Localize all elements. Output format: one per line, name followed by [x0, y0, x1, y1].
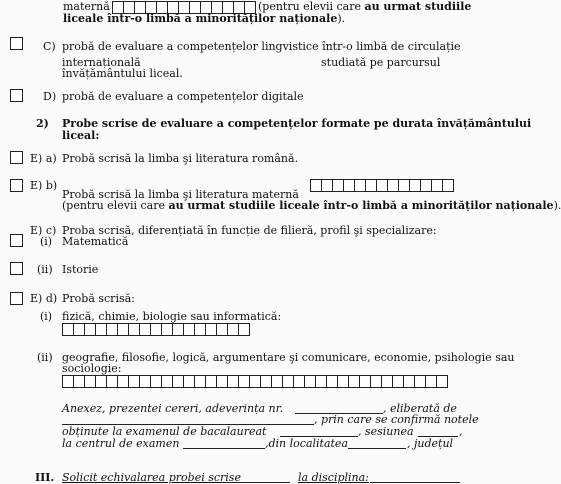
exam-type-field[interactable] — [220, 482, 290, 483]
locality-field[interactable] — [348, 448, 406, 449]
section-2-title-line2: liceal: — [62, 129, 100, 142]
ec-sub-i-text: Matematică — [62, 235, 129, 248]
top-note-line2: liceale într-o limbă a minorităților naționale). — [63, 12, 346, 25]
ec-label: E) c) — [30, 224, 57, 237]
eb-text: Probă scrisă la limba şi literatura maternă — [62, 188, 299, 201]
section-iii-text-a: Solicit echivalarea probei scrise — [62, 471, 241, 484]
ec-sub-i-label: (i) — [40, 235, 53, 248]
ec-sub-ii-label: (ii) — [37, 263, 53, 276]
checkbox-c[interactable] — [10, 37, 23, 50]
checkbox-ec-i[interactable] — [10, 234, 23, 247]
top-materna-label: maternă — [63, 0, 110, 13]
anexez-line4b: ,din localitatea — [265, 437, 348, 450]
anexez-line1a: Anexez, prezentei cereri, adeverința nr. — [62, 402, 284, 415]
checkbox-d[interactable] — [10, 89, 23, 102]
d-label: D) — [43, 90, 57, 103]
ed-sub-ii-line2: sociologie: — [62, 362, 122, 375]
d-text: probă de evaluare a competențelor digitale — [62, 90, 304, 103]
ed-sub-i-grid[interactable] — [62, 323, 250, 336]
ea-label: E) a) — [30, 152, 57, 165]
anexez-line1b: , eliberată de — [383, 402, 457, 415]
c-text-line3: învățământului liceal. — [62, 67, 183, 80]
ed-sub-ii-line1: geografie, filosofie, logică, argumentare şi comunicare, economie, psihologie sau — [62, 351, 515, 364]
section-iii-text-b: la disciplina: — [298, 471, 369, 484]
anexez-line3b: , sesiunea — [358, 425, 414, 438]
ed-sub-i-label: (i) — [40, 310, 53, 323]
anexez-line3c: , — [459, 425, 463, 438]
checkbox-ec-ii[interactable] — [10, 262, 23, 275]
anexez-line4c: , județul — [407, 437, 454, 450]
c-text-line2b: studiată pe parcursul — [321, 56, 441, 69]
exam-center-field[interactable] — [183, 448, 265, 449]
ea-text: Probă scrisă la limba şi literatura română. — [62, 152, 299, 165]
checkbox-ea[interactable] — [10, 151, 23, 164]
anexez-line4a: la centrul de examen — [62, 437, 180, 450]
c-label: C) — [43, 40, 56, 53]
section-2-number: 2) — [36, 117, 49, 130]
checkbox-ed[interactable] — [10, 292, 23, 305]
ed-sub-ii-grid[interactable] — [62, 375, 448, 388]
ec-sub-ii-text: Istorie — [62, 263, 99, 276]
eb-note: (pentru elevii care au urmat studiile liceale într-o limbă a minorităților naționale). — [62, 199, 561, 212]
ec-text: Proba scrisă, diferențiată în funcție de filieră, profil şi specializare: — [62, 224, 437, 237]
ed-label: E) d) — [30, 292, 58, 305]
subject-field[interactable] — [370, 482, 460, 483]
section-iii-label: III. — [35, 471, 55, 484]
eb-language-grid[interactable] — [310, 179, 454, 192]
c-text-line2a: internațională — [62, 56, 141, 69]
c-text-line1: probă de evaluare a competențelor lingvistice într-o limbă de circulație — [62, 40, 461, 53]
top-note-line1: (pentru elevii care au urmat studiile — [258, 0, 472, 13]
ed-text: Probă scrisă: — [62, 292, 135, 305]
ed-sub-i-text: fizică, chimie, biologie sau informatică: — [62, 310, 282, 323]
ed-sub-ii-label: (ii) — [37, 351, 53, 364]
anexez-line3a: obținute la examenul de bacalaureat — [62, 425, 267, 438]
section-2-title-line1: Probe scrise de evaluare a competențelor formate pe durata învățământului — [62, 117, 532, 130]
anexez-line2: , prin care se confirmă notele — [314, 413, 479, 426]
checkbox-eb[interactable] — [10, 179, 23, 192]
eb-label: E) b) — [30, 179, 58, 192]
